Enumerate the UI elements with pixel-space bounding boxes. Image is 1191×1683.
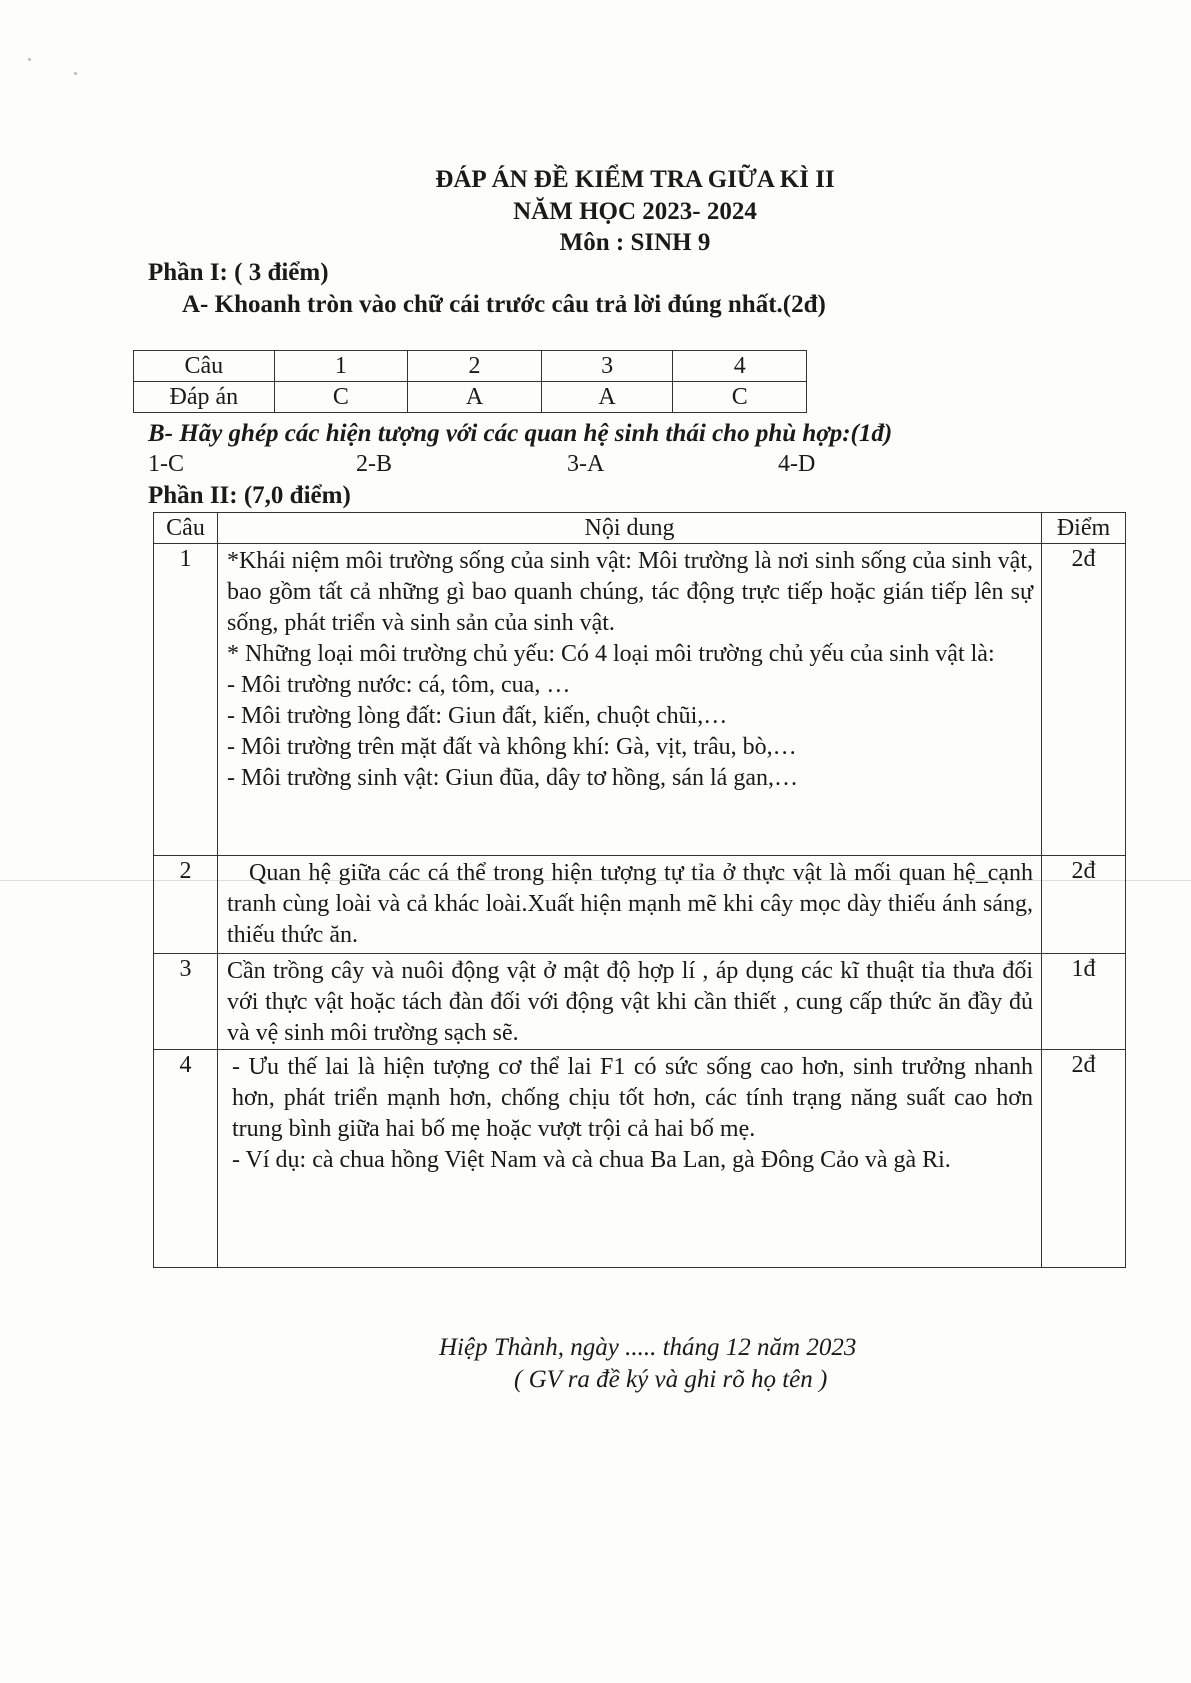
question-number: 1 bbox=[274, 351, 408, 382]
row-label-answer: Đáp án bbox=[134, 382, 275, 413]
answer-table-question-row bbox=[134, 351, 807, 382]
doc-title: ĐÁP ÁN ĐỀ KIỂM TRA GIỮA KÌ II bbox=[435, 166, 835, 193]
col-header-content: Nội dung bbox=[218, 513, 1042, 544]
part1-heading: Phần I: ( 3 điểm) bbox=[148, 259, 329, 286]
answer-table bbox=[133, 350, 807, 413]
answer-letter: C bbox=[274, 382, 408, 413]
answer-letter: C bbox=[673, 382, 807, 413]
essay-score: 2đ bbox=[1042, 1050, 1126, 1268]
essay-answer-content bbox=[218, 856, 1042, 954]
signature-note: ( GV ra đề ký và ghi rõ họ tên ) bbox=[514, 1366, 828, 1393]
question-number: 2 bbox=[408, 351, 542, 382]
school-year: NĂM HỌC 2023- 2024 bbox=[513, 198, 757, 225]
essay-score: 2đ bbox=[1042, 544, 1126, 856]
match-item: 4-D bbox=[778, 451, 816, 477]
essay-answer-content bbox=[218, 544, 1042, 856]
essay-question-number: 1 bbox=[154, 544, 218, 856]
essay-row-1 bbox=[154, 544, 1126, 856]
question-number: 3 bbox=[541, 351, 673, 382]
scan-speck bbox=[74, 72, 77, 75]
part2-heading: Phần II: (7,0 điểm) bbox=[148, 482, 351, 509]
match-item: 3-A bbox=[567, 451, 605, 477]
essay-question-number: 4 bbox=[154, 1050, 218, 1268]
answer-line: - Môi trường sinh vật: Giun đũa, dây tơ hồng, sán lá gan,… bbox=[227, 765, 798, 791]
part1-section-a: A- Khoanh tròn vào chữ cái trước câu trả lời đúng nhất.(2đ) bbox=[182, 291, 826, 318]
question-number: 4 bbox=[673, 351, 807, 382]
essay-table bbox=[153, 512, 1126, 1268]
answer-letter: A bbox=[541, 382, 673, 413]
essay-row-4 bbox=[154, 1050, 1126, 1268]
essay-answer-content bbox=[218, 954, 1042, 1050]
col-header-question: Câu bbox=[154, 513, 218, 544]
answer-table-answer-row bbox=[134, 382, 807, 413]
answer-line: Cần trồng cây và nuôi động vật ở mật độ hợp lí , áp dụng các kĩ thuật tỉa thưa đối với thực vật hoặc tách đàn đối với động vật khi cần thiết , cung cấp thức ăn đầy đủ và vệ sinh môi trường sạch sẽ. bbox=[227, 958, 1033, 1046]
answer-line: - Ưu thế lai là hiện tượng cơ thể lai F1 có sức sống cao hơn, sinh trưởng nhanh hơn, phát triển mạnh hơn, chống chịu tốt hơn, các tính trạng năng suất cao hơn trung bình giữa hai bố mẹ hoặc vượt trội cả hai bố mẹ. bbox=[232, 1054, 1033, 1142]
answer-line: *Khái niệm môi trường sống của sinh vật: Môi trường là nơi sinh sống của sinh vật, bao gồm tất cả những gì bao quanh chúng, tác động trực tiếp hoặc gián tiếp lên sự sống, phát triển và sinh sản của sinh vật. bbox=[227, 548, 1034, 636]
essay-score: 1đ bbox=[1042, 954, 1126, 1050]
scan-speck bbox=[28, 58, 31, 61]
subject-line: Môn : SINH 9 bbox=[559, 229, 711, 256]
essay-score: 2đ bbox=[1042, 856, 1126, 954]
essay-question-number: 3 bbox=[154, 954, 218, 1050]
essay-table-header bbox=[154, 513, 1126, 544]
answer-line: - Môi trường nước: cá, tôm, cua, … bbox=[227, 672, 571, 698]
answer-line: - Môi trường trên mặt đất và không khí: Gà, vịt, trâu, bò,… bbox=[227, 734, 797, 760]
answer-line: - Môi trường lòng đất: Giun đất, kiến, chuột chũi,… bbox=[227, 703, 728, 729]
essay-question-number: 2 bbox=[154, 856, 218, 954]
answer-line: - Ví dụ: cà chua hồng Việt Nam và cà chua Ba Lan, gà Đông Cảo và gà Ri. bbox=[232, 1147, 951, 1173]
row-label-question: Câu bbox=[134, 351, 275, 382]
essay-answer-content bbox=[218, 1050, 1042, 1268]
answer-line: * Những loại môi trường chủ yếu: Có 4 loại môi trường chủ yếu của sinh vật là: bbox=[227, 641, 995, 667]
answer-line: Quan hệ giữa các cá thể trong hiện tượng tự tỉa ở thực vật là mối quan hệ_cạnh tranh cùng loài và cả khác loài.Xuất hiện mạnh mẽ khi cây mọc dày thiếu ánh sáng, thiếu thức ăn. bbox=[227, 860, 1033, 948]
answer-letter: A bbox=[408, 382, 542, 413]
part1-section-b: B- Hãy ghép các hiện tượng với các quan hệ sinh thái cho phù hợp:(1đ) bbox=[148, 420, 893, 447]
match-item: 1-C bbox=[148, 451, 184, 477]
essay-row-3 bbox=[154, 954, 1126, 1050]
place-date: Hiệp Thành, ngày ..... tháng 12 năm 2023 bbox=[439, 1334, 857, 1361]
match-item: 2-B bbox=[356, 451, 392, 477]
essay-row-2 bbox=[154, 856, 1126, 954]
col-header-score: Điểm bbox=[1042, 513, 1126, 544]
